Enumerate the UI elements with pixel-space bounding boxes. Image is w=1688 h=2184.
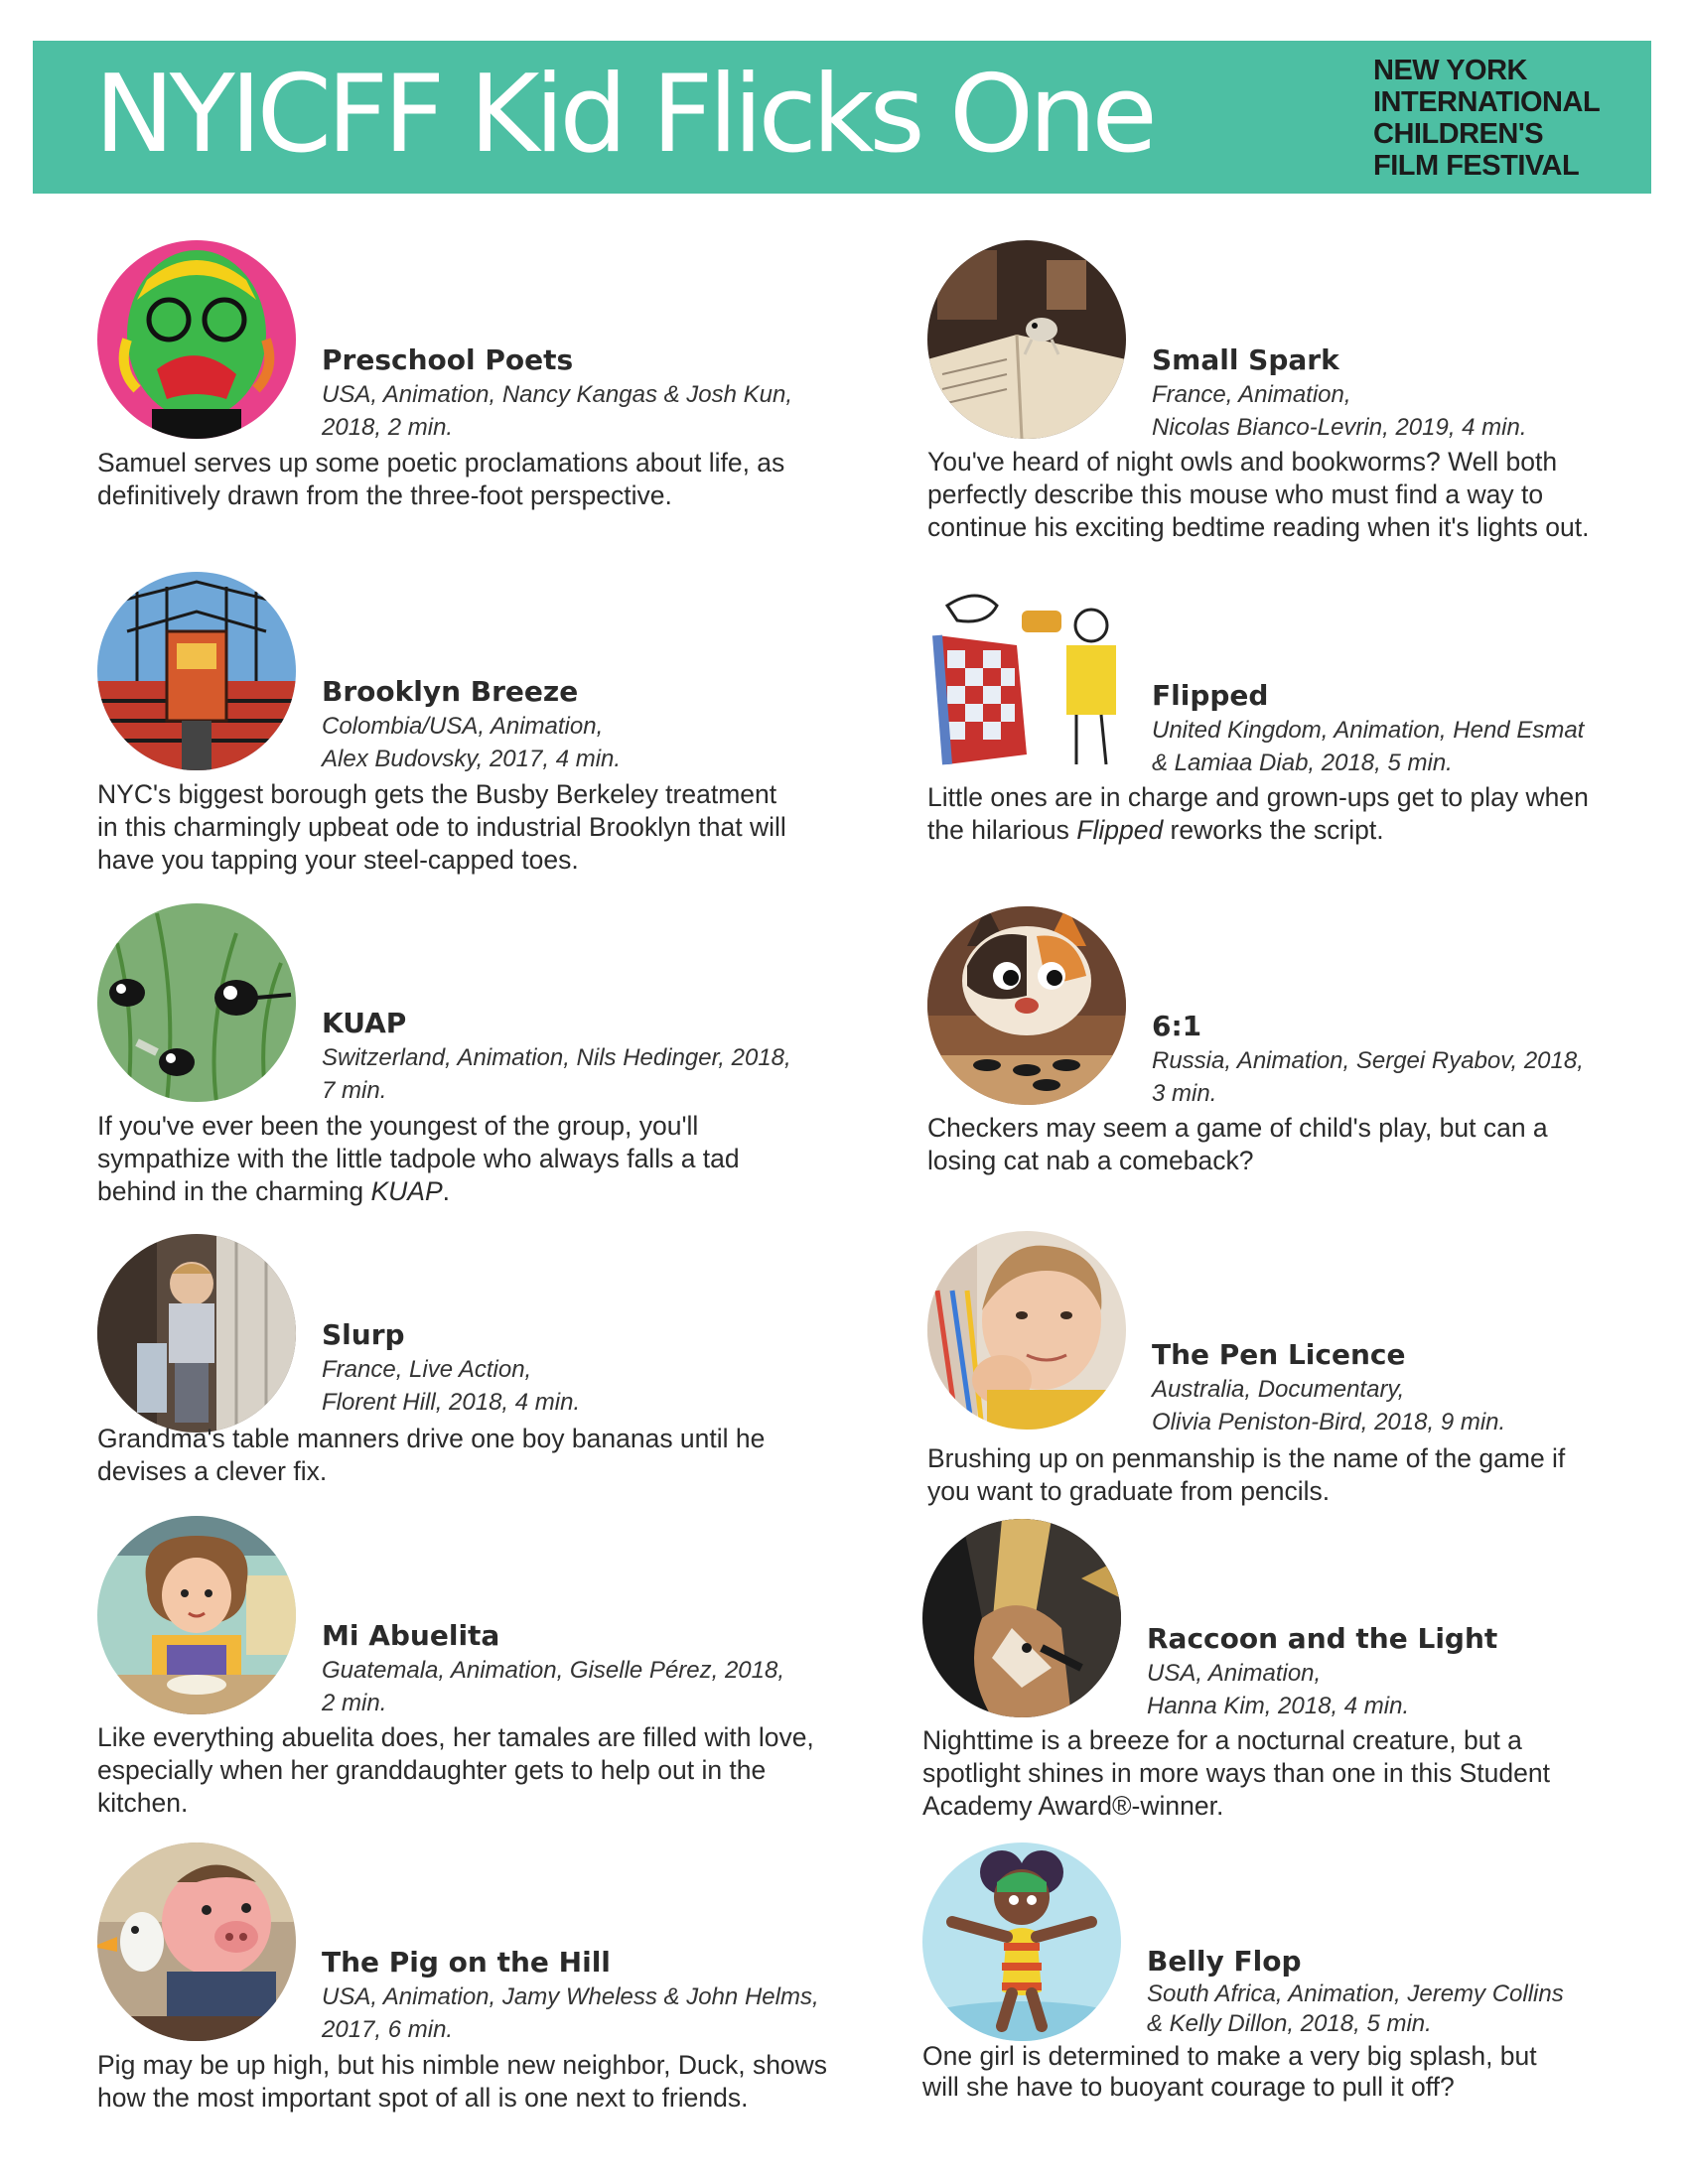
film-description <box>927 781 1682 847</box>
film-description <box>927 1442 1682 1508</box>
film-description <box>97 778 852 877</box>
credits-line: 7 min. <box>322 1077 387 1104</box>
film-title: The Pig on the Hill <box>322 1946 611 1979</box>
film-thumbnail <box>922 1519 1121 1717</box>
desc-line: spotlight shines in more ways than one in this Student <box>922 1758 1550 1788</box>
film-title: Flipped <box>1152 679 1269 712</box>
film-credits <box>322 1353 848 1419</box>
credits-line: Guatemala, Animation, Giselle Pérez, 2018, <box>322 1657 785 1684</box>
desc-line: how the most important spot of all is one next to friends. <box>97 2083 749 2113</box>
credits-line: France, Live Action, <box>322 1356 532 1383</box>
film-meta <box>322 1618 848 1719</box>
film-credits <box>1147 1657 1673 1722</box>
credits-line: 2 min. <box>322 1690 387 1716</box>
credits-line: Olivia Peniston-Bird, 2018, 9 min. <box>1152 1409 1506 1435</box>
org-line: CHILDREN'S <box>1373 118 1544 150</box>
film-credits <box>322 1654 848 1719</box>
page-title: NYICFF Kid Flicks One <box>94 53 1153 177</box>
film-description <box>97 447 852 512</box>
desc-line: especially when her granddaughter gets to help out in the <box>97 1755 767 1785</box>
desc-line: have you tapping your steel-capped toes. <box>97 845 579 875</box>
credits-line: USA, Animation, Jamy Wheless & John Helms, <box>322 1983 819 2010</box>
credits-line: 3 min. <box>1152 1080 1217 1107</box>
film-thumbnail <box>97 1516 296 1714</box>
desc-line: Nighttime is a breeze for a nocturnal creature, but a <box>922 1725 1522 1755</box>
credits-line: USA, Animation, <box>1147 1660 1322 1687</box>
desc-line: Like everything abuelita does, her tamales are filled with love, <box>97 1722 814 1752</box>
credits-line: France, Animation, <box>1152 381 1351 408</box>
film-description <box>927 446 1682 544</box>
desc-line <box>927 814 1682 847</box>
film-thumbnail <box>922 1843 1121 2041</box>
desc-line: definitively drawn from the three-foot perspective. <box>97 480 672 510</box>
film-meta <box>322 342 848 444</box>
desc-line: perfectly describe this mouse who must find a way to <box>927 479 1544 509</box>
header-banner <box>33 41 1651 194</box>
film-credits <box>1152 1373 1678 1438</box>
film-title: Small Spark <box>1152 343 1339 376</box>
film-meta <box>1152 678 1678 779</box>
film-title: KUAP <box>322 1007 407 1039</box>
credits-line: & Kelly Dillon, 2018, 5 min. <box>1147 2010 1432 2037</box>
film-credits <box>1152 1044 1678 1110</box>
desc-line: losing cat nab a comeback? <box>927 1146 1254 1175</box>
credits-line: USA, Animation, Nancy Kangas & Josh Kun, <box>322 381 793 408</box>
desc-line: If you've ever been the youngest of the group, you'll <box>97 1111 699 1141</box>
credits-line: Nicolas Bianco-Levrin, 2019, 4 min. <box>1152 414 1527 441</box>
desc-line: sympathize with the little tadpole who always falls a tad <box>97 1144 740 1173</box>
film-meta <box>322 1945 848 2046</box>
org-line: INTERNATIONAL <box>1373 86 1601 118</box>
desc-line <box>97 1175 852 1208</box>
desc-line: Pig may be up high, but his nimble new neighbor, Duck, shows <box>97 2050 828 2080</box>
desc-line: One girl is determined to make a very big splash, but <box>922 2041 1537 2071</box>
film-title: Brooklyn Breeze <box>322 675 579 708</box>
desc-line: Brushing up on penmanship is the name of the game if <box>927 1443 1566 1473</box>
desc-line: Checkers may seem a game of child's play, but can a <box>927 1113 1548 1143</box>
film-title: Belly Flop <box>1147 1945 1302 1978</box>
desc-line: NYC's biggest borough gets the Busby Berkeley treatment <box>97 779 777 809</box>
desc-line: will she have to buoyant courage to pull it off? <box>922 2072 1455 2102</box>
credits-line: Russia, Animation, Sergei Ryabov, 2018, <box>1152 1047 1584 1074</box>
desc-line: in this charmingly upbeat ode to industrial Brooklyn that will <box>97 812 786 842</box>
film-title: Raccoon and the Light <box>1147 1622 1498 1655</box>
film-credits <box>322 1041 848 1107</box>
desc-line: You've heard of night owls and bookworms? Well both <box>927 447 1558 477</box>
film-description <box>922 2041 1677 2103</box>
desc-line: continue his exciting bedtime reading when it's lights out. <box>927 512 1590 542</box>
desc-text: the hilarious <box>927 815 1077 845</box>
desc-line: devises a clever fix. <box>97 1456 328 1486</box>
film-title: Preschool Poets <box>322 343 574 376</box>
film-meta <box>1152 342 1678 444</box>
desc-line: Samuel serves up some poetic proclamations about life, as <box>97 448 785 478</box>
film-thumbnail <box>97 903 296 1102</box>
film-thumbnail <box>927 906 1126 1105</box>
film-meta <box>322 1317 848 1419</box>
film-thumbnail <box>97 1843 296 2041</box>
credits-line: Colombia/USA, Animation, <box>322 713 604 740</box>
film-credits <box>1147 1979 1673 2039</box>
film-credits <box>1152 378 1678 444</box>
film-thumbnail <box>97 1234 296 1433</box>
film-meta <box>322 674 848 775</box>
film-title: Mi Abuelita <box>322 1619 500 1652</box>
film-description <box>927 1112 1682 1177</box>
film-credits <box>1152 714 1678 779</box>
org-line: FILM FESTIVAL <box>1373 150 1580 182</box>
org-line: NEW YORK <box>1373 55 1527 86</box>
desc-line: you want to graduate from pencils. <box>927 1476 1331 1506</box>
credits-line: Alex Budovsky, 2017, 4 min. <box>322 746 622 772</box>
desc-line: Grandma's table manners drive one boy bananas until he <box>97 1424 766 1453</box>
credits-line: Florent Hill, 2018, 4 min. <box>322 1389 581 1416</box>
credits-line: United Kingdom, Animation, Hend Esmat <box>1152 717 1585 744</box>
festival-logo-text <box>1373 55 1641 182</box>
credits-line: 2017, 6 min. <box>322 2016 454 2043</box>
desc-italic-title: KUAP <box>370 1176 443 1206</box>
film-description <box>97 1721 852 1820</box>
film-thumbnail <box>97 572 296 770</box>
desc-text: reworks the script. <box>1163 815 1384 845</box>
credits-line: Hanna Kim, 2018, 4 min. <box>1147 1693 1410 1719</box>
film-credits <box>322 710 848 775</box>
desc-italic-title: Flipped <box>1076 815 1164 845</box>
desc-text: behind in the charming <box>97 1176 371 1206</box>
film-thumbnail <box>927 240 1126 439</box>
credits-line: South Africa, Animation, Jeremy Collins <box>1147 1980 1564 2007</box>
credits-line: Switzerland, Animation, Nils Hedinger, 2018, <box>322 1044 791 1071</box>
film-thumbnail <box>927 576 1126 774</box>
film-meta <box>1152 1009 1678 1110</box>
film-title: The Pen Licence <box>1152 1338 1406 1371</box>
credits-line: Australia, Documentary, <box>1152 1376 1405 1403</box>
film-title: Slurp <box>322 1318 405 1351</box>
credits-line: & Lamiaa Diab, 2018, 5 min. <box>1152 750 1453 776</box>
film-meta <box>1147 1621 1673 1722</box>
film-description <box>97 1110 852 1208</box>
film-meta <box>1152 1337 1678 1438</box>
film-title: 6:1 <box>1152 1010 1202 1042</box>
film-description <box>922 1724 1677 1823</box>
film-description <box>97 1423 852 1488</box>
film-meta <box>322 1006 848 1107</box>
desc-line: Academy Award®-winner. <box>922 1791 1224 1821</box>
desc-text: . <box>442 1176 451 1206</box>
film-credits <box>322 1980 848 2046</box>
credits-line: 2018, 2 min. <box>322 414 454 441</box>
film-meta <box>1147 1944 1673 2039</box>
film-thumbnail <box>927 1231 1126 1430</box>
film-thumbnail <box>97 240 296 439</box>
film-credits <box>322 378 848 444</box>
desc-line: kitchen. <box>97 1788 189 1818</box>
desc-line: Little ones are in charge and grown-ups get to play when <box>927 782 1589 812</box>
film-description <box>97 2049 852 2115</box>
